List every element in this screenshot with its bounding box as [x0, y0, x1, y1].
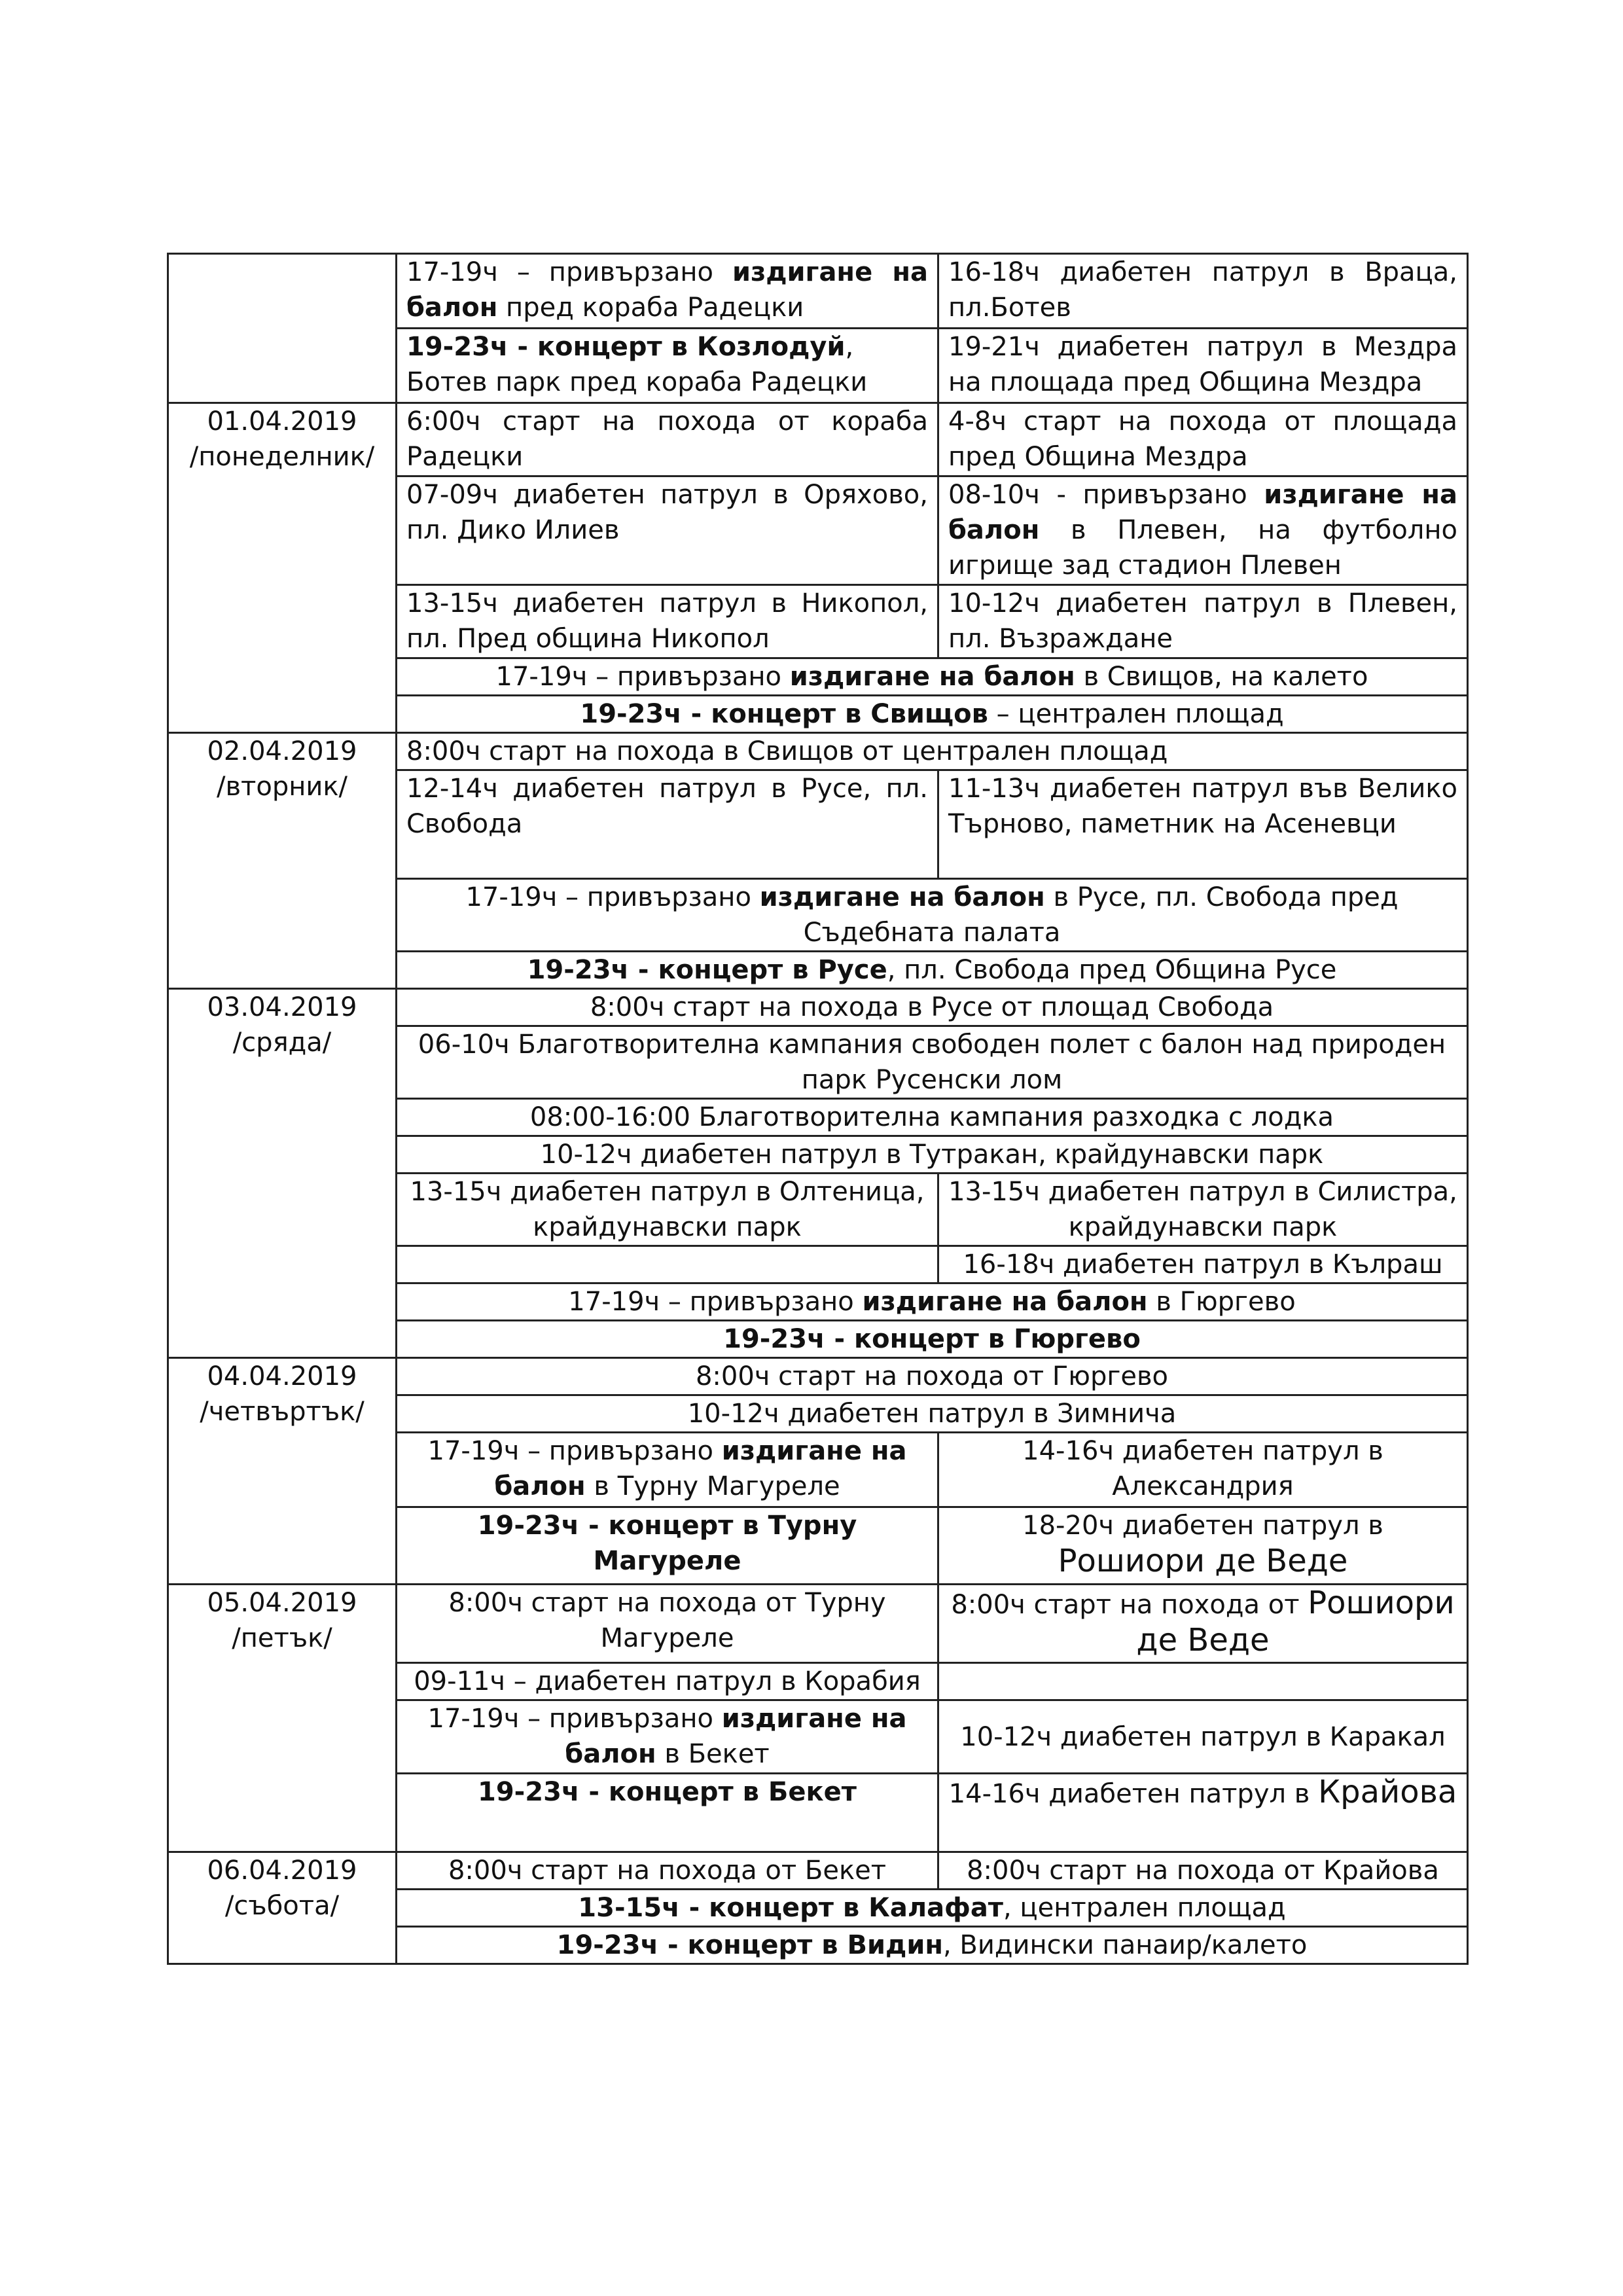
date-cell	[168, 1585, 397, 1852]
date-label: 06.04.2019	[207, 1856, 357, 1886]
event-cell: 17-19ч – привързано издигане на балон в Русе, пл. Свобода пред Съдебната палата	[397, 879, 1468, 952]
event-cell: 17-19ч – привързано издигане на балон в Гюргево	[397, 1283, 1468, 1321]
date-cell	[168, 403, 397, 733]
date-cell	[168, 1852, 397, 1964]
event-cell: 17-19ч – привързано издигане на балон в Свищов, на калето	[397, 658, 1468, 696]
event-cell: 19-23ч - концерт в Русе, пл. Свобода пред Община Русе	[397, 952, 1468, 989]
weekday-label: /сряда/	[232, 1028, 332, 1058]
weekday-label: /четвъртък/	[200, 1397, 365, 1427]
event-cell: 8:00ч старт на похода от Крайова	[938, 1852, 1468, 1890]
event-cell: 4-8ч старт на похода от площада пред Община Мездра	[938, 403, 1468, 476]
event-cell: 06-10ч Благотворителна кампания свободен полет с балон над природен парк Русенски лом	[397, 1026, 1468, 1099]
event-cell: 6:00ч старт на похода от кораба Радецки	[397, 403, 938, 476]
table-row	[168, 1358, 1468, 1395]
event-cell: 10-12ч диабетен патрул в Каракал	[938, 1700, 1468, 1774]
event-cell: 8:00ч старт на похода от Бекет	[397, 1852, 938, 1890]
date-label: 04.04.2019	[207, 1361, 357, 1391]
event-cell: 16-18ч диабетен патрул в Кълраш	[938, 1246, 1468, 1283]
event-cell: 8:00ч старт на похода в Русе от площад Свобода	[397, 989, 1468, 1026]
date-label: 03.04.2019	[207, 992, 357, 1022]
date-label: 01.04.2019	[207, 406, 357, 437]
event-cell: 19-23ч - концерт в Бекет	[397, 1774, 938, 1852]
date-label: 05.04.2019	[207, 1588, 357, 1618]
event-cell: 07-09ч диабетен патрул в Оряхово, пл. Дико Илиев	[397, 476, 938, 585]
event-cell: 08:00-16:00 Благотворителна кампания разходка с лодка	[397, 1099, 1468, 1136]
event-cell: 08-10ч - привързано издигане на балон в Плевен, на футболно игрище зад стадион Плевен	[938, 476, 1468, 585]
event-cell: 09-11ч – диабетен патрул в Корабия	[397, 1663, 938, 1700]
table-row	[168, 1585, 1468, 1663]
event-cell: 12-14ч диабетен патрул в Русе, пл. Свобода	[397, 770, 938, 879]
weekday-label: /петък/	[232, 1623, 332, 1653]
event-cell: 19-23ч - концерт в Козлодуй, Ботев парк пред кораба Радецки	[397, 329, 938, 403]
event-cell: 8:00ч старт на похода от Рошиори де Веде	[938, 1585, 1468, 1663]
event-cell: 17-19ч – привързано издигане на балон пред кораба Радецки	[397, 254, 938, 329]
event-cell: 19-23ч - концерт в Гюргево	[397, 1321, 1468, 1358]
table-row	[168, 403, 1468, 476]
table-row	[168, 733, 1468, 770]
event-cell: 13-15ч - концерт в Калафат, централен площад	[397, 1890, 1468, 1927]
event-cell: 19-23ч - концерт в Свищов – централен площад	[397, 696, 1468, 733]
weekday-label: /понеделник/	[189, 442, 375, 472]
event-cell-empty	[397, 1246, 938, 1283]
event-cell: 13-15ч диабетен патрул в Олтеница, крайдунавски парк	[397, 1174, 938, 1246]
event-cell: 11-13ч диабетен патрул във Велико Търново, паметник на Асеневци	[938, 770, 1468, 879]
event-cell: 17-19ч – привързано издигане на балон в Бекет	[397, 1700, 938, 1774]
date-cell	[168, 1358, 397, 1585]
event-cell: 8:00ч старт на похода в Свищов от централен площад	[397, 733, 1468, 770]
event-cell: 19-23ч - концерт в Турну Магуреле	[397, 1507, 938, 1585]
date-cell-empty	[168, 254, 397, 403]
event-cell: 17-19ч – привързано издигане на балон в Турну Магуреле	[397, 1433, 938, 1507]
event-cell: 13-15ч диабетен патрул в Никопол, пл. Пред община Никопол	[397, 585, 938, 658]
table-row	[168, 254, 1468, 329]
weekday-label: /вторник/	[217, 772, 348, 802]
event-cell: 8:00ч старт на похода от Турну Магуреле	[397, 1585, 938, 1663]
event-cell: 13-15ч диабетен патрул в Силистра, крайдунавски парк	[938, 1174, 1468, 1246]
event-cell: 18-20ч диабетен патрул в Рошиори де Веде	[938, 1507, 1468, 1585]
weekday-label: /събота/	[224, 1891, 340, 1921]
date-label: 02.04.2019	[207, 736, 357, 766]
event-cell: 19-23ч - концерт в Видин, Видински панаир/калето	[397, 1927, 1468, 1964]
event-cell: 19-21ч диабетен патрул в Мездра на площада пред Община Мездра	[938, 329, 1468, 403]
event-cell: 10-12ч диабетен патрул в Тутракан, крайдунавски парк	[397, 1136, 1468, 1174]
event-cell: 14-16ч диабетен патрул в Александрия	[938, 1433, 1468, 1507]
event-cell: 14-16ч диабетен патрул в Крайова	[938, 1774, 1468, 1852]
event-cell: 8:00ч старт на похода от Гюргево	[397, 1358, 1468, 1395]
table-row	[168, 1852, 1468, 1890]
event-cell: 10-12ч диабетен патрул в Плевен, пл. Възраждане	[938, 585, 1468, 658]
event-cell: 10-12ч диабетен патрул в Зимнича	[397, 1395, 1468, 1433]
schedule-table	[167, 253, 1469, 1965]
table-row	[168, 989, 1468, 1026]
event-cell: 16-18ч диабетен патрул в Враца, пл.Ботев	[938, 254, 1468, 329]
event-cell-empty	[938, 1663, 1468, 1700]
date-cell	[168, 989, 397, 1358]
date-cell	[168, 733, 397, 989]
